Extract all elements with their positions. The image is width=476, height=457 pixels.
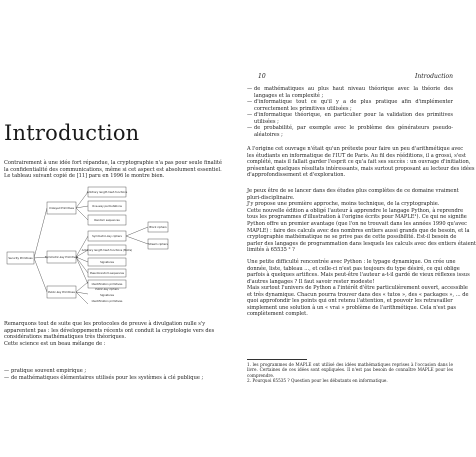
diagram-leaf-label: Signatures bbox=[100, 294, 114, 297]
list-item: — pratique souvent empirique ; bbox=[4, 368, 222, 375]
footnotes bbox=[247, 362, 453, 384]
diagram-root-label: Security Primitives bbox=[8, 257, 33, 261]
after-diagram-paragraph bbox=[4, 321, 222, 347]
right-page bbox=[233, 0, 476, 457]
diagram-leaf-label: Signatures bbox=[100, 260, 114, 264]
text-line: simplement une solution à un « vrai » problème de l'arithmétique. Cela n'est pas bbox=[247, 304, 456, 311]
text-line: les étudiants en informatique de l'IUT de Paris. Au fil des rééditions, il a grossi, s'est bbox=[247, 152, 466, 159]
paragraph-typing bbox=[247, 259, 470, 318]
text-line: Mais surtout l'univers de Python a l'intérêt d'être particulièrement ouvert, accessible bbox=[247, 285, 468, 291]
text-line: complété, mais il fallait garder l'esprit ce qu'a fait ses succès : un ouvrage d'initiation, bbox=[247, 159, 471, 165]
text-line: et très dynamique. Chacun pourra trouver dans des « tutos », des « packages », ... de bbox=[247, 291, 469, 298]
text-line: Je peux être de se lancer dans des études plus complètes de ce domaine vraiment bbox=[247, 188, 459, 194]
footnote-rule bbox=[247, 359, 307, 360]
footnote: 1. les programmes de MAPLE ont utilisé des idées mathématiques reprises à l'occasion dans le livre. Certaines de ces idées sont expliquées. Il n'est pas besoin de connaître MAPLE pour les comprendre. bbox=[247, 362, 453, 378]
diagram-group-label: Public-key Primitives bbox=[48, 291, 75, 295]
paragraph-edition bbox=[247, 188, 467, 221]
text-line: Remarquons tout de suite que les protocoles de preuve à divulgation nulle s'y bbox=[4, 321, 206, 327]
diagram-leaf-label: One-way permutations bbox=[92, 204, 122, 208]
diagram-leaf-label: Stream ciphers bbox=[148, 242, 168, 246]
list-item: — de mathématiques élémentaires utilisés pour les systèmes à clé publique ; bbox=[4, 375, 222, 382]
running-title: Introduction bbox=[415, 73, 453, 80]
text-line: donnée, liste, tableau ..., et celle-ci n'est pas toujours du type désiré, ce qui oblige bbox=[247, 265, 460, 272]
text-line: J'y propose une première approche, moins technique, de la cryptographie. bbox=[247, 201, 440, 207]
page-number: 10 bbox=[258, 73, 266, 80]
text-line: d'autres langages ? Il faut savoir rester modeste! bbox=[247, 278, 375, 285]
diagram-leaf-label: Identification primitives bbox=[91, 282, 123, 286]
text-line: Cette science est un beau mélange de : bbox=[4, 340, 106, 347]
text-line: Contrairement à une idée fort répandue, la cryptographie n'a pas pour seule finalité bbox=[4, 160, 222, 166]
text-line: présentant quelques résultats intéressants, mais surtout proposant au lecteur des idées bbox=[247, 165, 475, 172]
text-line: parfois à quelques artifices. Mais peut-être l'auteur a-t-il gardé de vieux réflexes issus bbox=[247, 272, 470, 278]
diagram-leaf-label: Public-key ciphers bbox=[95, 288, 119, 291]
text-line: la confidentialité des communications, même si cet aspect est absolument essentiel. bbox=[4, 166, 222, 173]
text-line: MAPLE) : faire des calculs avec des nombres entiers aussi grands que de besoin, et la bbox=[247, 227, 470, 234]
right-bullet-list bbox=[247, 86, 453, 138]
diagram-group-label: Unkeyed Primitives bbox=[49, 207, 74, 211]
text-line: Cette nouvelle édition a obligé l'auteur à apprendre le langage Python, à reprendre bbox=[247, 207, 464, 214]
text-line: apparentent pas : les développements récents ont conduit la cryptologie vers des bbox=[4, 327, 215, 334]
list-item: — de probabilité, par exemple avec le problème des générateurs pseudo-aléatoires ; bbox=[247, 125, 453, 138]
text-line: limités à 65535 ² ? bbox=[247, 247, 295, 253]
text-line: cryptographie mathématique ne se prive pas de cette possibilité. Est-il besoin de bbox=[247, 234, 457, 240]
security-primitives-diagram bbox=[4, 186, 222, 306]
list-item: — d'informatique tout ce qu'il y a de plus pratique afin d'implémenter correctement les primitives utilisées ; bbox=[247, 99, 453, 112]
diagram-leaf-label: Arbitrary length hash functions bbox=[86, 190, 128, 194]
intro-paragraph bbox=[4, 160, 222, 180]
text-line: tous les programmes d'illustration à l'origine écrits pour MAPLE¹). Ce qui ne signifie bbox=[247, 214, 467, 220]
chapter-title: Introduction bbox=[4, 121, 140, 145]
paragraph-python bbox=[247, 221, 476, 254]
diagram-leaf-label: Pseudorandom sequences bbox=[89, 271, 125, 275]
text-line: complètement complet. bbox=[247, 311, 308, 317]
text-line: considérations mathématiques très théoriques. bbox=[4, 334, 126, 340]
left-bullet-list bbox=[4, 368, 222, 381]
text-line: pluri-disciplinaire. bbox=[247, 194, 295, 201]
diagram-group-label: Symmetric-key Primitives bbox=[44, 256, 79, 260]
diagram-leaf-label: Symmetric-key ciphers bbox=[92, 234, 122, 238]
diagram-leaf-label: Block ciphers bbox=[149, 225, 167, 229]
paragraph-origin bbox=[247, 146, 475, 179]
text-line: parler des langages de programmation dans lesquels les calculs avec des entiers étaient bbox=[247, 240, 476, 247]
text-line: A l'origine cet ouvrage n'était qu'un prétexte pour faire un peu d'arithmétique avec bbox=[247, 146, 464, 152]
diagram-leaf-label: Arbitrary length hash functions (MACs) bbox=[81, 248, 133, 252]
footnote: 2. Pourquoi 65535 ? Question pour les débutants en informatique. bbox=[247, 378, 388, 384]
left-page bbox=[0, 0, 226, 457]
list-item: — de mathématiques au plus haut niveau théorique avec la théorie des langages et la complexité ; bbox=[247, 86, 453, 99]
diagram-leaf-label: Identification primitives bbox=[91, 300, 123, 303]
text-line: quoi approfondir les points qui ont retenu l'attention, et pouvoir les retravailler bbox=[247, 298, 453, 304]
diagram-leaf-label: Random sequences bbox=[94, 218, 120, 222]
text-line: Python offre un premier avantage (que l'on ne trouvait dans les années 1990 qu'avec bbox=[247, 221, 467, 227]
list-item: — d'informatique théorique, en particulier pour la validation des primitives utilisées ; bbox=[247, 112, 453, 125]
text-line: d'approfondissement et d'exploration. bbox=[247, 172, 346, 178]
text-line: Une petite difficulté rencontrée avec Python : le typage dynamique. On crée une bbox=[247, 259, 456, 265]
text-line: Le tableau suivant copié de [11] paru en 1996 le montre bien. bbox=[4, 173, 165, 179]
